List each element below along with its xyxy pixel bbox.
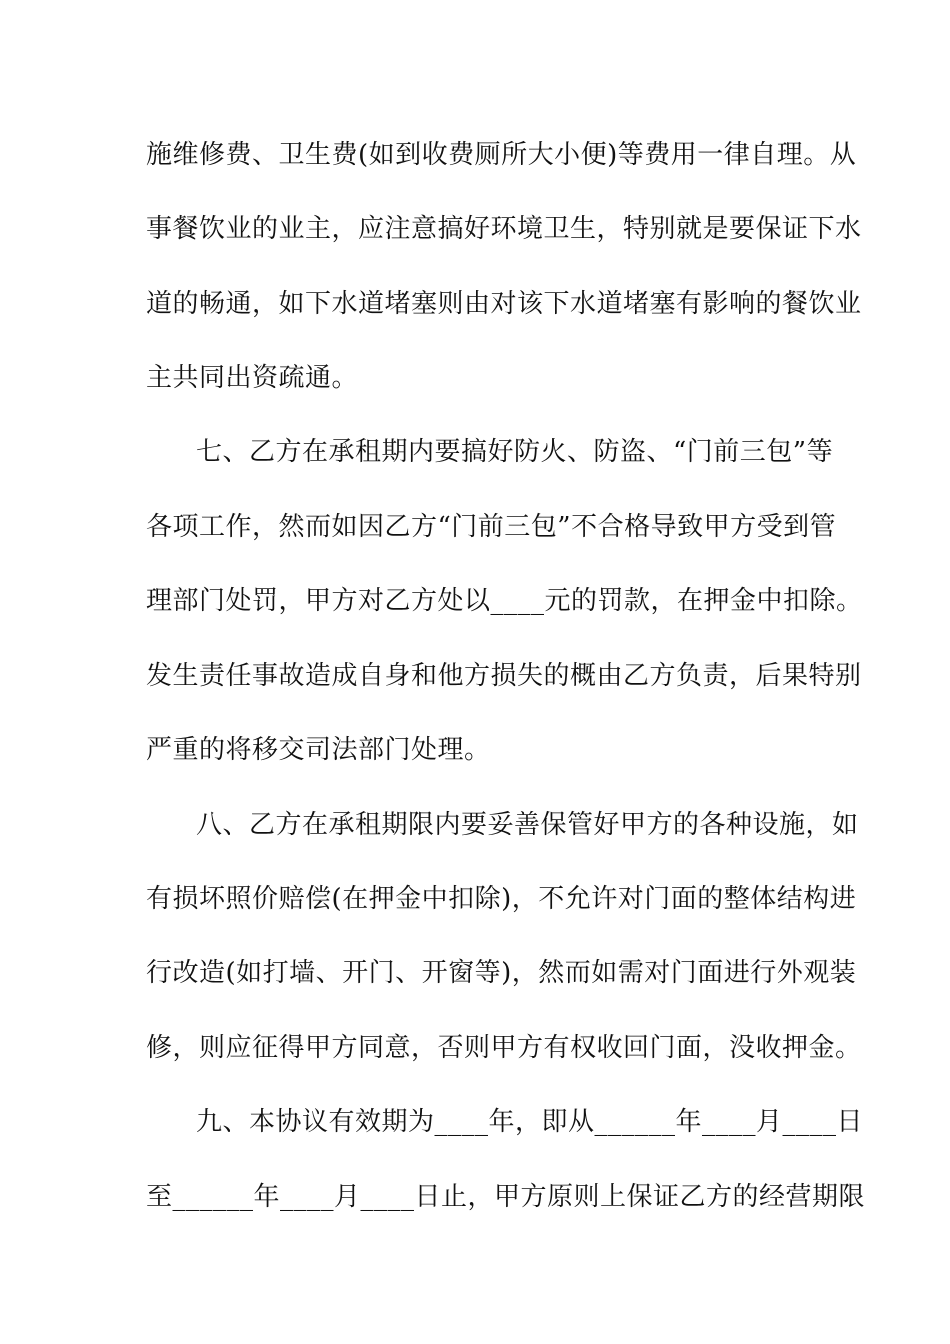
text-line: 至______年____月____日止，甲方原则上保证乙方的经营期限 [146, 1182, 866, 1212]
text-line: 严重的将移交司法部门处理。 [146, 735, 491, 765]
text-line: 道的畅通，如下水道堵塞则由对该下水道堵塞有影响的餐饮业 [146, 289, 862, 319]
text-line: 各项工作，然而如因乙方“门前三包”不合格导致甲方受到管 [146, 512, 837, 542]
clause-seven-start: 七、乙方在承租期内要搞好防火、防盗、“门前三包”等 [196, 437, 834, 467]
text-line: 修，则应征得甲方同意，否则甲方有权收回门面，没收押金。 [146, 1033, 862, 1063]
text-line: 主共同出资疏通。 [146, 363, 359, 393]
clause-eight-start: 八、乙方在承租期限内要妥善保管好甲方的各种设施，如 [196, 810, 859, 840]
text-line: 发生责任事故造成自身和他方损失的概由乙方负责，后果特别 [146, 661, 862, 691]
text-line: 行改造(如打墙、开门、开窗等)，然而如需对门面进行外观装 [146, 958, 857, 988]
text-line: 理部门处罚，甲方对乙方处以____元的罚款，在押金中扣除。 [146, 586, 863, 616]
text-line: 施维修费、卫生费(如到收费厕所大小便)等费用一律自理。从 [146, 140, 857, 170]
clause-nine-start: 九、本协议有效期为____年，即从______年____月____日 [196, 1107, 864, 1137]
text-line: 事餐饮业的业主，应注意搞好环境卫生，特别就是要保证下水 [146, 214, 862, 244]
text-line: 有损坏照价赔偿(在押金中扣除)，不允许对门面的整体结构进 [146, 884, 857, 914]
